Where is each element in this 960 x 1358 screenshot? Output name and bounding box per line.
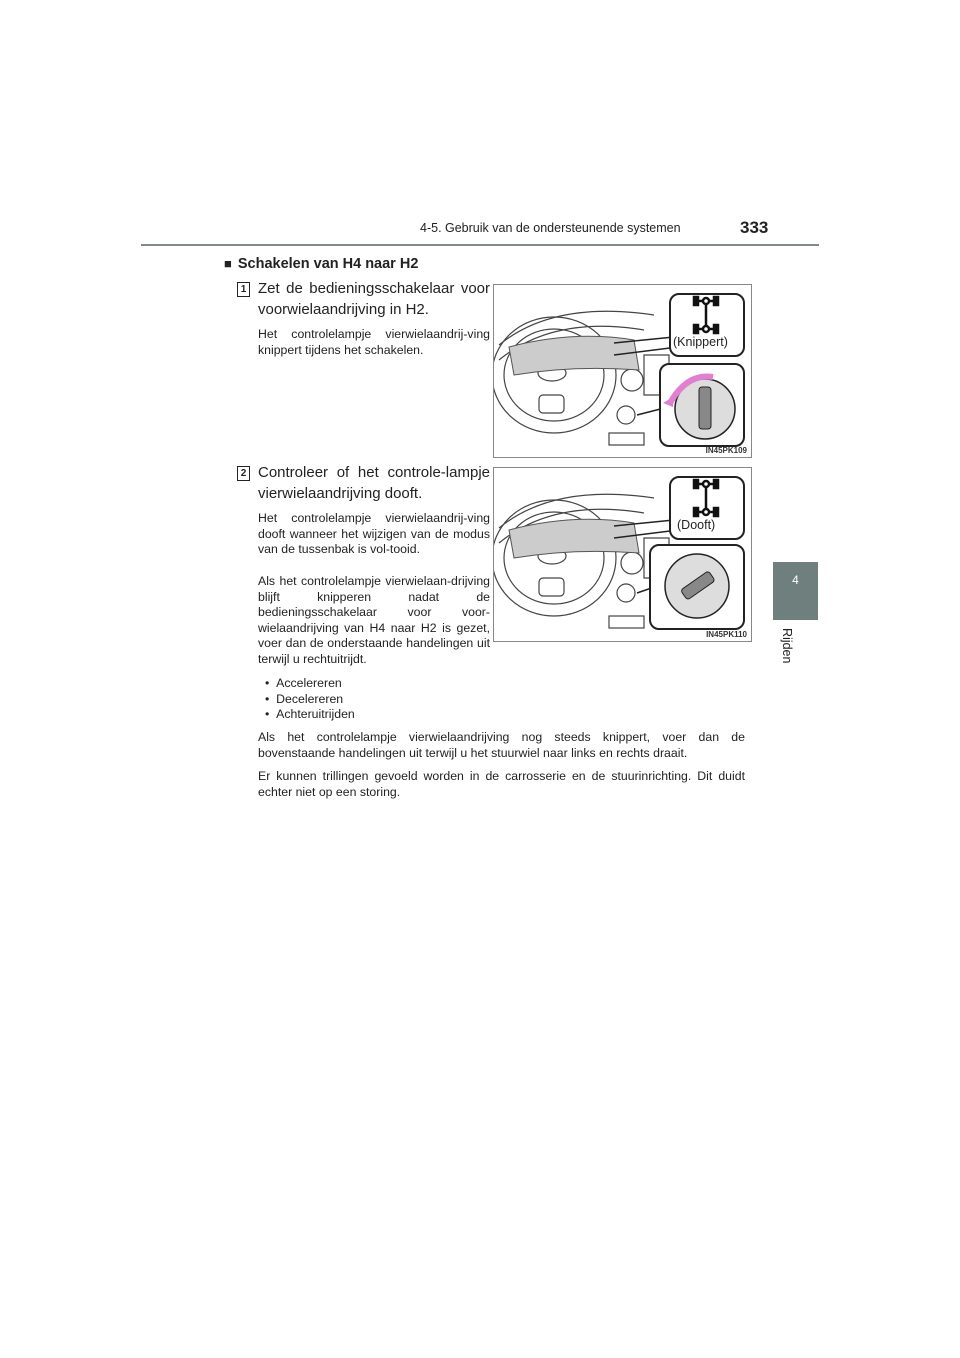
- indicator-callout: [669, 293, 745, 357]
- indicator-label: (Knippert): [673, 335, 728, 349]
- figure-switch-h2: [493, 284, 752, 458]
- list-item: • Accelereren: [265, 676, 342, 690]
- step-note: Het controlelampje vierwielaandrij-ving knippert tijdens het schakelen.: [258, 327, 490, 357]
- list-item: • Achteruitrijden: [265, 707, 355, 721]
- section-header: 4-5. Gebruik van de ondersteunende systemen: [420, 221, 681, 235]
- figure-indicator-off: [493, 467, 752, 642]
- indicator-callout: [669, 476, 745, 540]
- chapter-label: Rijden: [780, 628, 794, 664]
- 4wd-indicator-icon: [671, 295, 743, 335]
- page-number: 333: [740, 218, 769, 237]
- header-rule: [141, 244, 819, 246]
- switch-callout: [659, 363, 745, 447]
- step-badge: 2: [237, 466, 250, 481]
- paragraph: Als het controlelampje vierwielaandrijving nog steeds knippert, voer dan de bovenstaande handelingen uit terwijl u het stuurwiel naar links en rechts draait.: [258, 730, 745, 760]
- 4wd-indicator-icon: [671, 478, 743, 518]
- step-note: Als het controlelampje vierwielaan-drijving blijft knipperen nadat de bedieningsschakelaar voor voor-wielaandrijving van H4 naar H2 is gezet, voer dan de onderstaande handelingen uit terwijl u rechtuitrijdt.: [258, 574, 490, 666]
- list-item: • Decelereren: [265, 692, 344, 706]
- switch-callout: [649, 544, 745, 630]
- title-text: Schakelen van H4 naar H2: [237, 256, 419, 272]
- figure-id: IN45PK109: [705, 446, 747, 455]
- chapter-tab[interactable]: 4: [773, 562, 818, 620]
- drive-mode-dial-icon: [651, 546, 743, 628]
- indicator-label: (Dooft): [677, 518, 716, 532]
- section-title: [224, 256, 418, 272]
- step-text: Zet de bedieningsschakelaar voor voorwielaandrijving in H2.: [258, 280, 490, 318]
- paragraph: Er kunnen trillingen gevoeld worden in de carrosserie en de stuurinrichting. Dit duidt echter niet op een storing.: [258, 769, 745, 799]
- drive-mode-dial-icon: [661, 365, 743, 445]
- square-bullet-icon: ■: [224, 256, 232, 271]
- step-note: Het controlelampje vierwielaandrij-ving dooft wanneer het wijzigen van de modus van de tussenbak is vol-tooid.: [258, 511, 490, 556]
- step-badge: 1: [237, 282, 250, 297]
- step-text: Controleer of het controle-lampje vierwielaandrijving dooft.: [258, 464, 490, 502]
- figure-id: IN45PK110: [706, 630, 747, 639]
